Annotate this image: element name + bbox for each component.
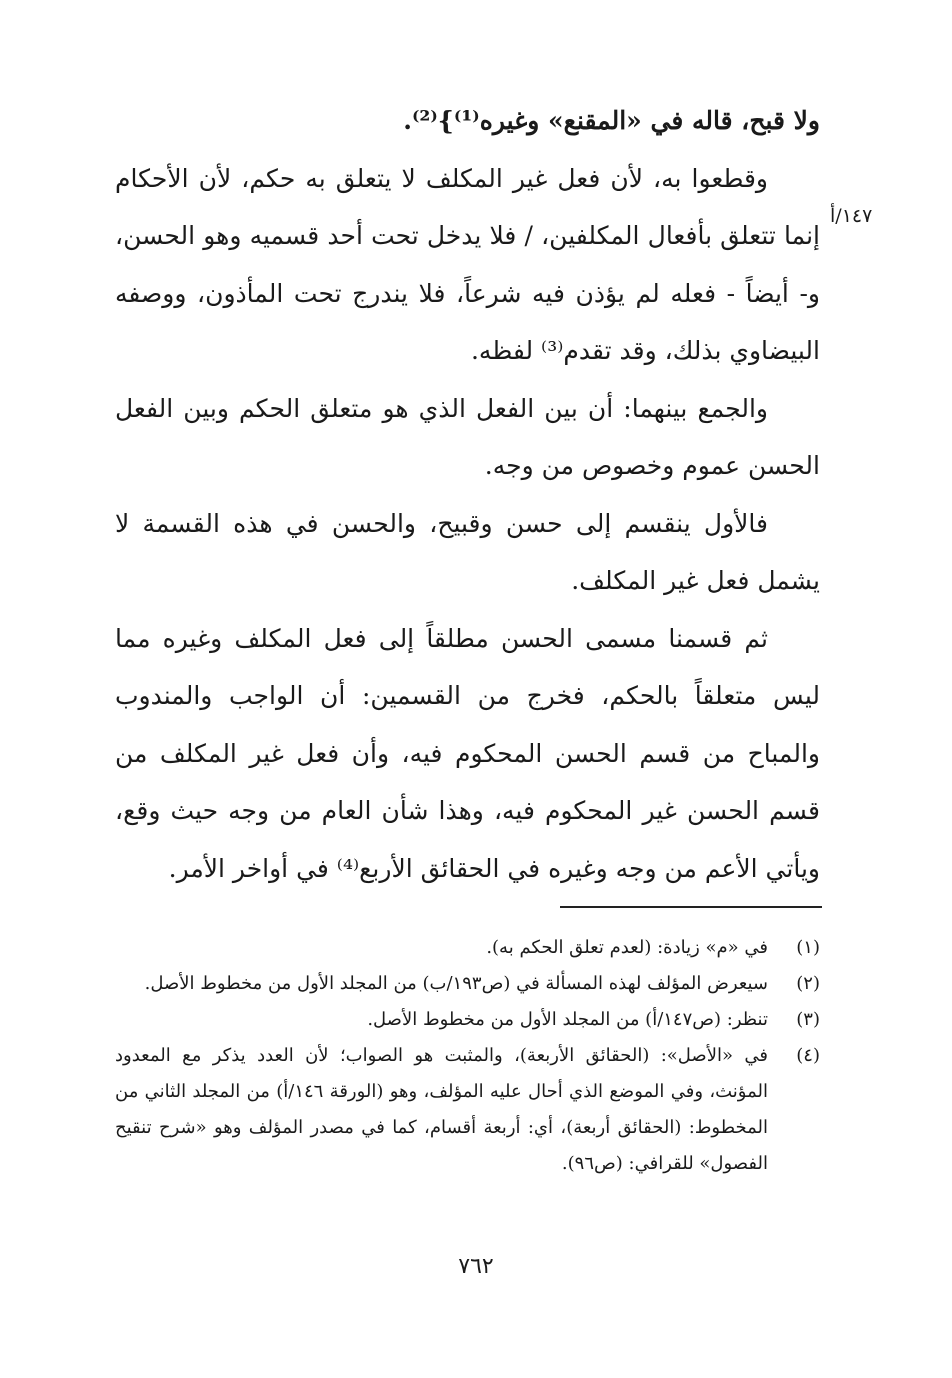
paragraph-5: ثم قسمنا مسمى الحسن مطلقاً إلى فعل المكلف وغيره مما ليس متعلقاً بالحكم، فخرج من القسمين: أن الواجب والمندوب والمباح من قسم الحسن المحكوم فيه، وأن فعل غير المكلف من قسم الحسن غير المحكوم فيه، وهذا شأن العام من وجه حيث وقع، ويأتي الأعم من وجه وغيره في الحقائق الأربع⁽⁴⁾ في أواخر الأمر. bbox=[115, 623, 820, 883]
paragraph-3: والجمع بينهما: أن بين الفعل الذي هو متعلق الحكم وبين الفعل الحسن عموم وخصوص من وجه. bbox=[115, 393, 820, 480]
footnote-text: في «م» زيادة: (لعدم تعلق الحكم به). bbox=[486, 937, 768, 958]
footnote-item bbox=[115, 1038, 820, 1182]
footnote-text: في «الأصل»: (الحقائق الأربعة)، والمثبت هو الصواب؛ لأن العدد يذكر مع المعدود المؤنث، وفي الموضع الذي أحال عليه المؤلف، وهو (الورقة ١٤٦/أ) من المجلد الثاني من المخطوط: (الحقائق أربعة)، أي: أربعة أقسام، كما في مصدر المؤلف وهو «شرح تنقيح الفصول» للقرافي: (ص٩٦). bbox=[115, 1045, 768, 1174]
footnote-item bbox=[115, 1002, 820, 1038]
footnote-item bbox=[115, 966, 820, 1002]
footnote-divider bbox=[560, 906, 822, 908]
paragraph-4: فالأول ينقسم إلى حسن وقبيح، والحسن في هذه القسمة لا يشمل فعل غير المكلف. bbox=[115, 508, 820, 595]
footnote-text: تنظر: (ص١٤٧/أ) من المجلد الأول من مخطوط الأصل. bbox=[367, 1009, 768, 1030]
paragraph-2: وقطعوا به، لأن فعل غير المكلف لا يتعلق به حكم، لأن الأحكام إنما تتعلق بأفعال المكلفين، / فلا يدخل تحت أحد قسميه وهو الحسن، و- أيضاً - فعله لم يؤذن فيه شرعاً، فلا يندرج تحت المأذون، ووصفه البيضاوي بذلك، وقد تقدم⁽³⁾ لفظه. bbox=[115, 163, 820, 365]
manuscript-folio-marker: ١٤٧/أ bbox=[830, 205, 873, 227]
footnote-number: (٣) bbox=[796, 1009, 820, 1030]
footnote-number: (٢) bbox=[796, 973, 820, 994]
footnote-item bbox=[115, 930, 820, 966]
footnote-text: سيعرض المؤلف لهذه المسألة في (ص١٩٣/ب) من المجلد الأول من مخطوط الأصل. bbox=[144, 973, 768, 994]
paragraph-1: ولا قبح، قاله في «المقنع» وغيره⁽¹⁾}⁽²⁾. bbox=[403, 106, 820, 135]
page-number: ٧٦٢ bbox=[458, 1254, 494, 1279]
footnotes bbox=[115, 930, 820, 1182]
footnote-number: (١) bbox=[796, 937, 820, 958]
main-text bbox=[115, 92, 820, 897]
footnote-number: (٤) bbox=[796, 1045, 820, 1066]
